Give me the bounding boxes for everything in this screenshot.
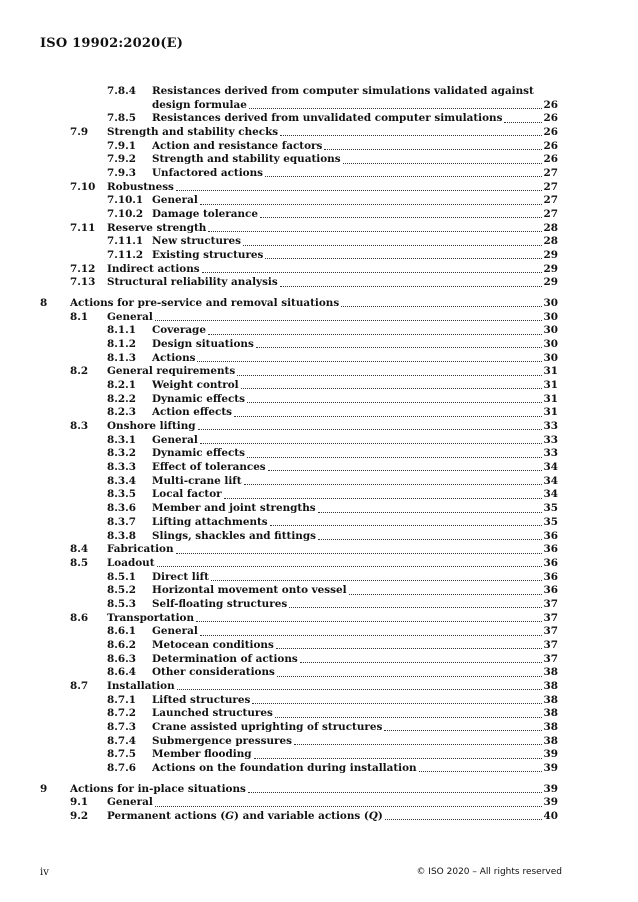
toc-entry[interactable] <box>0 475 638 489</box>
toc-entry-page: 29 <box>543 249 558 262</box>
toc-entry-page: 35 <box>543 502 558 515</box>
toc-entry-number: 7.9.3 <box>107 167 136 180</box>
toc-entry-page: 38 <box>543 707 558 720</box>
toc-entry-page: 26 <box>543 139 558 152</box>
toc-entry-number: 9.1 <box>70 796 89 809</box>
toc-entry-number: 9.2 <box>70 809 89 822</box>
toc-entry-page: 38 <box>543 720 558 733</box>
toc-entry-page: 28 <box>543 235 558 248</box>
toc-entry-page: 31 <box>543 365 558 378</box>
toc-leader-dots <box>294 744 542 745</box>
toc-entry-number: 8.2.3 <box>107 406 136 419</box>
toc-entry[interactable] <box>0 276 638 290</box>
toc-entry[interactable] <box>0 420 638 434</box>
toc-entry[interactable] <box>0 530 638 544</box>
toc-entry-number: 8.4 <box>70 543 89 556</box>
toc-entry-number: 8.3.1 <box>107 433 136 446</box>
toc-entry-number: 8.2.1 <box>107 379 136 392</box>
toc-leader-dots <box>200 443 542 444</box>
toc-entry[interactable] <box>0 194 638 208</box>
toc-leader-dots <box>197 361 541 362</box>
toc-entry-title: Existing structures <box>152 249 264 262</box>
toc-leader-dots <box>198 429 542 430</box>
toc-entry-page: 34 <box>543 461 558 474</box>
toc-entry-page: 30 <box>543 324 558 337</box>
table-of-contents <box>0 85 638 824</box>
toc-entry-number: 7.11.2 <box>107 249 144 262</box>
toc-entry[interactable] <box>0 99 638 113</box>
toc-entry[interactable] <box>0 447 638 461</box>
toc-entry-page: 36 <box>543 570 558 583</box>
toc-entry-title: Unfactored actions <box>152 167 263 180</box>
toc-entry[interactable] <box>0 181 638 195</box>
toc-entry[interactable] <box>0 666 638 680</box>
toc-entry[interactable] <box>0 598 638 612</box>
toc-entry-title: Loadout <box>107 556 155 569</box>
toc-leader-dots <box>280 286 542 287</box>
toc-entry-number: 8.3.5 <box>107 488 136 501</box>
toc-leader-dots <box>249 108 542 109</box>
toc-entry-title: Robustness <box>107 180 174 193</box>
toc-entry-title: Dynamic effects <box>152 447 245 460</box>
toc-entry-title: Determination of actions <box>152 652 298 665</box>
toc-leader-dots <box>265 258 541 259</box>
toc-entry-number: 7.11.1 <box>107 235 144 248</box>
toc-entry-page: 36 <box>543 543 558 556</box>
toc-entry[interactable] <box>0 311 638 325</box>
toc-leader-dots <box>196 621 542 622</box>
toc-entry[interactable] <box>0 352 638 366</box>
toc-entry-number: 8.7.2 <box>107 707 136 720</box>
toc-entry[interactable] <box>0 762 638 776</box>
toc-entry-title: Actions <box>152 351 196 364</box>
toc-entry[interactable] <box>0 810 638 824</box>
toc-entry-page: 26 <box>543 153 558 166</box>
toc-entry-title: Resistances derived from unvalidated computer simulations <box>152 112 503 125</box>
toc-entry-number: 8.3.3 <box>107 461 136 474</box>
toc-entry-title: Permanent actions (G) and variable actions (Q) <box>107 809 383 822</box>
toc-leader-dots <box>268 470 542 471</box>
toc-entry-number: 8.5.3 <box>107 597 136 610</box>
toc-entry-number: 8.7.4 <box>107 734 136 747</box>
toc-entry-page: 26 <box>543 98 558 111</box>
toc-entry[interactable] <box>0 249 638 263</box>
toc-entry-page: 37 <box>543 638 558 651</box>
toc-entry-title: Other considerations <box>152 666 275 679</box>
toc-entry-title: Installation <box>107 679 175 692</box>
toc-entry-page: 37 <box>543 597 558 610</box>
toc-entry-title: Lifting attachments <box>152 515 268 528</box>
toc-entry-page: 35 <box>543 515 558 528</box>
toc-entry[interactable] <box>0 112 638 126</box>
toc-entry[interactable] <box>0 783 638 797</box>
toc-entry-number: 7.10.1 <box>107 194 144 207</box>
toc-entry[interactable] <box>0 379 638 393</box>
toc-entry[interactable] <box>0 721 638 735</box>
toc-entry-number: 8.5.1 <box>107 570 136 583</box>
toc-entry[interactable] <box>0 338 638 352</box>
toc-entry-title: General <box>107 310 153 323</box>
toc-leader-dots <box>341 306 541 307</box>
toc-entry-number: 8.1 <box>70 310 89 323</box>
toc-leader-dots <box>202 272 542 273</box>
toc-entry-number: 8.6.1 <box>107 625 136 638</box>
toc-entry-title: Member flooding <box>152 748 252 761</box>
toc-entry[interactable] <box>0 584 638 598</box>
toc-leader-dots <box>248 792 542 793</box>
toc-leader-dots <box>155 320 542 321</box>
toc-entry-title: design formulae <box>152 98 247 111</box>
toc-entry-number: 8.2 <box>70 365 89 378</box>
toc-entry-number: 7.12 <box>70 262 96 275</box>
toc-leader-dots <box>200 204 542 205</box>
toc-entry-page: 39 <box>543 748 558 761</box>
toc-entry-number: 8.6.3 <box>107 652 136 665</box>
toc-entry[interactable] <box>0 222 638 236</box>
toc-leader-dots <box>177 689 542 690</box>
toc-entry[interactable] <box>0 434 638 448</box>
toc-entry-page: 30 <box>543 338 558 351</box>
toc-entry-title: Onshore lifting <box>107 420 196 433</box>
toc-entry-title: Self-floating structures <box>152 597 288 610</box>
toc-entry-number: 8.3.8 <box>107 529 136 542</box>
toc-entry[interactable] <box>0 365 638 379</box>
toc-entry[interactable] <box>0 796 638 810</box>
toc-entry-number: 7.8.5 <box>107 112 136 125</box>
toc-entry-number: 7.10 <box>70 180 96 193</box>
toc-entry[interactable] <box>0 748 638 762</box>
toc-entry-page: 30 <box>543 310 558 323</box>
toc-leader-dots <box>277 676 542 677</box>
toc-entry-number: 8.7.1 <box>107 693 136 706</box>
toc-entry-number: 7.10.2 <box>107 208 144 221</box>
toc-entry-page: 38 <box>543 666 558 679</box>
toc-entry[interactable] <box>0 297 638 311</box>
toc-entry[interactable] <box>0 393 638 407</box>
toc-entry-page: 27 <box>543 208 558 221</box>
toc-leader-dots <box>256 347 542 348</box>
toc-entry[interactable] <box>0 625 638 639</box>
toc-entry-page: 36 <box>543 529 558 542</box>
toc-entry-number: 8.1.2 <box>107 338 136 351</box>
toc-entry-number: 7.11 <box>70 221 96 234</box>
toc-entry-page: 31 <box>543 406 558 419</box>
toc-entry[interactable] <box>0 502 638 516</box>
toc-leader-dots <box>318 539 542 540</box>
toc-leader-dots <box>155 806 542 807</box>
toc-leader-dots <box>208 334 542 335</box>
toc-entry-title: Action and resistance factors <box>152 139 323 152</box>
toc-entry[interactable] <box>0 488 638 502</box>
toc-entry-title: Weight control <box>152 379 239 392</box>
toc-entry-title: Actions for in-place situations <box>70 782 246 795</box>
toc-entry[interactable] <box>0 707 638 721</box>
toc-entry[interactable] <box>0 324 638 338</box>
toc-entry-page: 38 <box>543 679 558 692</box>
toc-leader-dots <box>343 163 542 164</box>
toc-entry-page: 28 <box>543 221 558 234</box>
toc-leader-dots <box>349 594 542 595</box>
toc-leader-dots <box>252 703 541 704</box>
copyright-notice: © ISO 2020 – All rights reserved <box>416 867 562 877</box>
toc-leader-dots <box>384 730 541 731</box>
toc-entry-title: Local factor <box>152 488 222 501</box>
toc-leader-dots <box>318 512 542 513</box>
toc-entry-title: Submergence pressures <box>152 734 292 747</box>
toc-entry-page: 27 <box>543 194 558 207</box>
toc-entry-title: Damage tolerance <box>152 208 258 221</box>
toc-leader-dots <box>208 231 541 232</box>
toc-leader-dots <box>224 498 542 499</box>
toc-entry-page: 36 <box>543 556 558 569</box>
toc-entry-page: 26 <box>543 112 558 125</box>
toc-entry-number: 8.3.7 <box>107 515 136 528</box>
toc-entry-title: Actions for pre-service and removal situations <box>70 297 340 310</box>
toc-entry-number: 8.7.6 <box>107 761 136 774</box>
toc-entry-page: 30 <box>543 351 558 364</box>
page-number: iv <box>40 867 49 878</box>
toc-entry-title: Member and joint strengths <box>152 502 316 515</box>
toc-entry-page: 36 <box>543 584 558 597</box>
toc-entry-title: General <box>152 433 198 446</box>
toc-entry-number: 8.6 <box>70 611 89 624</box>
toc-entry-page: 34 <box>543 488 558 501</box>
toc-entry-title: Direct lift <box>152 570 209 583</box>
toc-entry-page: 37 <box>543 652 558 665</box>
toc-entry-number: 7.9.2 <box>107 153 136 166</box>
toc-entry-page: 39 <box>543 796 558 809</box>
toc-entry[interactable] <box>0 167 638 181</box>
toc-entry-page: 37 <box>543 611 558 624</box>
toc-leader-dots <box>265 176 542 177</box>
toc-entry-page: 31 <box>543 379 558 392</box>
toc-entry-page: 27 <box>543 167 558 180</box>
toc-entry[interactable] <box>0 263 638 277</box>
toc-entry-title: Effect of tolerances <box>152 461 266 474</box>
toc-entry-title: Reserve strength <box>107 221 207 234</box>
toc-entry-number: 8.1.3 <box>107 351 136 364</box>
toc-entry-title: Design situations <box>152 338 254 351</box>
toc-entry-title: General requirements <box>107 365 236 378</box>
toc-entry[interactable] <box>0 557 638 571</box>
toc-entry[interactable] <box>0 85 638 99</box>
toc-entry[interactable] <box>0 140 638 154</box>
toc-entry[interactable] <box>0 680 638 694</box>
toc-leader-dots <box>300 662 542 663</box>
toc-entry-number: 8.5 <box>70 556 89 569</box>
toc-leader-dots <box>200 635 542 636</box>
toc-entry-page: 31 <box>543 392 558 405</box>
toc-entry-title: Metocean conditions <box>152 638 274 651</box>
toc-entry-number: 8.3.4 <box>107 474 136 487</box>
toc-leader-dots <box>289 607 541 608</box>
toc-entry-number: 8.3.2 <box>107 447 136 460</box>
toc-entry-title: Transportation <box>107 611 195 624</box>
toc-entry-title: Strength and stability equations <box>152 153 341 166</box>
toc-entry[interactable] <box>0 126 638 140</box>
toc-entry-title: Multi-crane lift <box>152 474 242 487</box>
toc-entry-number: 8.3.6 <box>107 502 136 515</box>
toc-leader-dots <box>275 717 542 718</box>
toc-entry-number: 8.7 <box>70 679 89 692</box>
toc-leader-dots <box>260 217 542 218</box>
toc-entry-title: Strength and stability checks <box>107 126 279 139</box>
toc-leader-dots <box>211 580 542 581</box>
toc-entry-number: 7.8.4 <box>107 85 136 97</box>
toc-entry-number: 7.9.1 <box>107 139 136 152</box>
toc-leader-dots <box>270 525 542 526</box>
toc-entry-title: General <box>152 194 198 207</box>
toc-leader-dots <box>241 388 542 389</box>
toc-entry[interactable] <box>0 461 638 475</box>
toc-entry-title: Launched structures <box>152 707 273 720</box>
toc-leader-dots <box>247 402 542 403</box>
toc-entry-page: 33 <box>543 420 558 433</box>
toc-entry-page: 29 <box>543 276 558 289</box>
toc-entry-page: 38 <box>543 734 558 747</box>
toc-entry-number: 8.2.2 <box>107 392 136 405</box>
toc-entry-title: Slings, shackles and fittings <box>152 529 316 542</box>
toc-entry[interactable] <box>0 735 638 749</box>
toc-leader-dots <box>419 771 542 772</box>
toc-entry-number: 8 <box>40 297 48 310</box>
toc-leader-dots <box>247 457 542 458</box>
toc-entry[interactable] <box>0 406 638 420</box>
toc-entry-number: 8.7.5 <box>107 748 136 761</box>
document-header: ISO 19902:2020(E) <box>40 36 184 51</box>
toc-entry-page: 39 <box>543 782 558 795</box>
toc-entry-page: 27 <box>543 180 558 193</box>
toc-entry-title: Resistances derived from computer simulations validated against <box>152 85 534 97</box>
toc-entry-page: 29 <box>543 262 558 275</box>
toc-entry-title: Actions on the foundation during installation <box>152 761 417 774</box>
toc-entry-title: General <box>107 796 153 809</box>
toc-entry-number: 7.9 <box>70 126 89 139</box>
toc-leader-dots <box>237 375 541 376</box>
toc-entry[interactable] <box>0 516 638 530</box>
toc-leader-dots <box>324 149 541 150</box>
toc-entry-page: 34 <box>543 474 558 487</box>
toc-leader-dots <box>157 566 542 567</box>
toc-entry-page: 33 <box>543 447 558 460</box>
toc-entry-page: 33 <box>543 433 558 446</box>
toc-entry-title: Fabrication <box>107 543 174 556</box>
toc-entry-number: 7.13 <box>70 276 96 289</box>
toc-leader-dots <box>280 135 541 136</box>
toc-entry[interactable] <box>0 571 638 585</box>
toc-entry-title: Crane assisted uprighting of structures <box>152 720 383 733</box>
toc-entry-title: Coverage <box>152 324 206 337</box>
toc-entry[interactable] <box>0 694 638 708</box>
toc-entry-title: New structures <box>152 235 241 248</box>
toc-entry-number: 8.5.2 <box>107 584 136 597</box>
toc-leader-dots <box>243 245 542 246</box>
toc-entry-title: Action effects <box>152 406 232 419</box>
toc-entry-number: 8.6.4 <box>107 666 136 679</box>
toc-entry-title: Structural reliability analysis <box>107 276 278 289</box>
toc-entry[interactable] <box>0 235 638 249</box>
toc-entry[interactable] <box>0 612 638 626</box>
toc-entry-page: 37 <box>543 625 558 638</box>
toc-entry[interactable] <box>0 153 638 167</box>
toc-entry-number: 8.3 <box>70 420 89 433</box>
toc-leader-dots <box>276 648 542 649</box>
toc-leader-dots <box>234 416 542 417</box>
toc-entry-title: General <box>152 625 198 638</box>
toc-entry-number: 8.7.3 <box>107 720 136 733</box>
toc-entry-title: Lifted structures <box>152 693 251 706</box>
toc-entry-page: 30 <box>543 297 558 310</box>
toc-entry-page: 40 <box>543 809 558 822</box>
toc-entry-title: Indirect actions <box>107 262 200 275</box>
toc-entry-number: 9 <box>40 782 48 795</box>
toc-entry[interactable] <box>0 653 638 667</box>
toc-entry-page: 26 <box>543 126 558 139</box>
toc-leader-dots <box>504 122 541 123</box>
toc-leader-dots <box>254 758 542 759</box>
toc-entry-title: Dynamic effects <box>152 392 245 405</box>
toc-entry[interactable] <box>0 208 638 222</box>
toc-entry-number: 8.1.1 <box>107 324 136 337</box>
toc-entry-number: 8.6.2 <box>107 638 136 651</box>
toc-leader-dots <box>176 553 542 554</box>
toc-entry-page: 39 <box>543 761 558 774</box>
toc-leader-dots <box>176 190 542 191</box>
toc-entry-title: Horizontal movement onto vessel <box>152 584 347 597</box>
toc-entry[interactable] <box>0 639 638 653</box>
toc-leader-dots <box>244 484 542 485</box>
toc-leader-dots <box>385 819 542 820</box>
toc-entry-page: 38 <box>543 693 558 706</box>
toc-entry[interactable] <box>0 543 638 557</box>
